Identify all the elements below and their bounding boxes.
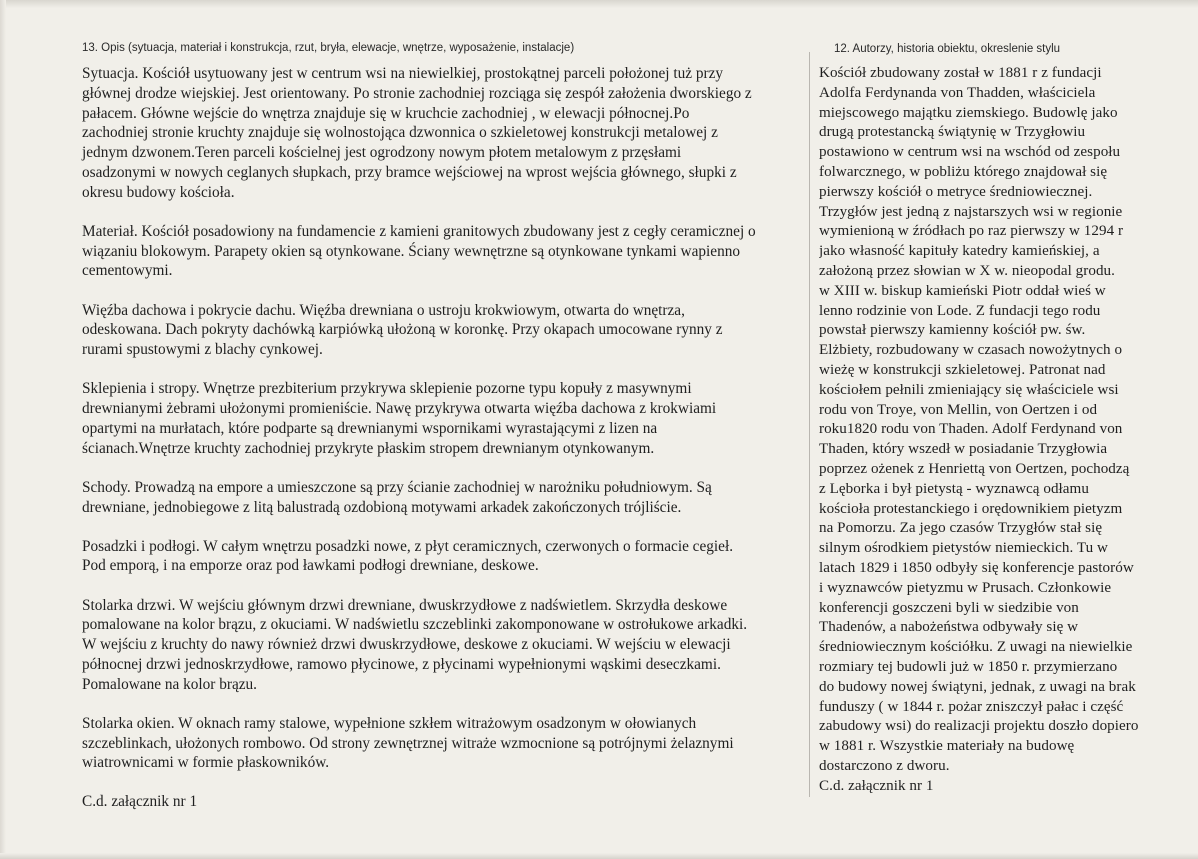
text-line: W wejściu z kruchty do nawy również drzwi dwuskrzydłowe, deskowe z okuciami. W wejściu w elewacji [82, 636, 731, 654]
text-line: Elżbiety, rozbudowany w czasach nowożytnych o [819, 342, 1123, 359]
text-line: wiatrownicami w formie płaskowników. [82, 754, 330, 772]
paragraph [82, 301, 794, 360]
text-line: kościoła protestanckiego i orędownikiem pietyzm [819, 500, 1123, 517]
text-line: osadzonymi w nowych ceglanych słupkach, przy bramce wejściowej na wprost wejścia głównego, słupki z [82, 163, 737, 181]
text-line: C.d. załącznik nr 1 [819, 777, 934, 794]
text-line: Stolarka drzwi. W wejściu głównym drzwi drewniane, dwuskrzydłowe z nadświetlem. Skrzydła deskowe [82, 596, 728, 614]
scan-edge-left [0, 0, 6, 859]
paragraph [82, 478, 794, 518]
text-line: zachodniej stronie kruchty znajduje się wolnostojąca dzwonnica o szkieletowej konstrukcji metalowej z [82, 124, 718, 142]
text-line: głównej drodze wiejskiej. Jest orientowany. Po stronie zachodniej rozciąga się zespół założenia dworskiego z [82, 84, 752, 102]
paragraph [82, 222, 794, 281]
right-column [819, 64, 1153, 796]
text-line: Thaden, który wszedł w posiadanie Trzygłowia [819, 441, 1108, 458]
text-line: Stolarka okien. W oknach ramy stalowe, wypełnione szkłem witrażowym osadzonym w ołowianych [82, 714, 697, 732]
text-line: zabudowy wsi) do realizacji projektu doszło dopiero [819, 718, 1139, 735]
text-line: rurami spustowymi z blachy cynkowej. [82, 341, 323, 359]
left-section-heading: 13. Opis (sytuacja, materiał i konstrukcja, rzut, bryła, elewacje, wnętrze, wyposażenie, instalacje) [82, 42, 575, 54]
text-line: silnym ośrodkiem pietystów niemieckich. Tu w [819, 540, 1108, 557]
column-divider [809, 52, 810, 797]
text-line: pierwszy kościół o metryce średniowiecznej. [819, 183, 1093, 200]
paragraph [82, 379, 794, 458]
text-line: okresu budowy kościoła. [82, 183, 235, 201]
text-line: roku1820 rodu von Thaden. Adolf Ferdynand von [819, 421, 1123, 438]
text-line: z Lęborka i był pietystą - wyznawcą odłamu [819, 480, 1089, 497]
paragraph [82, 714, 794, 773]
text-line: odeskowana. Dach pokryty dachówką karpiówką ułożoną w koronkę. Przy okapach umocowane rynny z [82, 321, 723, 339]
paragraph [82, 792, 794, 812]
text-line: północnej drzwi jednoskrzydłowe, ramowo płycinowe, z płycinami wypełnionymi wąskimi deseczkami. [82, 655, 721, 673]
text-line: Sklepienia i stropy. Wnętrze prezbiterium przykrywa sklepienie pozorne typu kopuły z masywnymi [82, 380, 692, 398]
text-line: pałacem. Główne wejście do wnętrza znajduje się w kruchcie zachodniej , w elewacji północnej.Po [82, 104, 690, 122]
text-line: w 1881 r. Wszystkie materiały na budowę [819, 738, 1075, 755]
text-line: średniowiecznym kościółku. Z uwagi na niewielkie [819, 639, 1133, 656]
text-line: latach 1829 i 1850 odbyły się konferencje pastorów [819, 559, 1134, 576]
text-line: na Pomorzu. Za jego czasów Trzygłów stał się [819, 520, 1103, 537]
scan-edge-bottom [0, 853, 1198, 859]
text-line: drugą protestancką świątynię w Trzygłowiu [819, 124, 1086, 141]
scan-edge-top [0, 0, 1198, 8]
text-line: wiązaniu blokowym. Parapety okien są otynkowane. Ściany wewnętrzne są otynkowane tynkami wapienno [82, 242, 741, 260]
text-line: Adolfa Ferdynanda von Thadden, właściciela [819, 84, 1096, 101]
text-line: jako własność kapituły katedry kamieńskiej, a [819, 243, 1100, 260]
text-line: konferencji goszczeni byli w siedzibie von [819, 599, 1079, 616]
text-line: cementowymi. [82, 262, 173, 280]
text-line: kościołem pełnili zmieniający się właściciele wsi [819, 381, 1119, 398]
text-line: założoną przez słowian w X w. nieopodal grodu. [819, 262, 1115, 279]
text-line: C.d. załącznik nr 1 [82, 793, 198, 811]
text-line: jednym dzwonem.Teren parceli kościelnej jest ogrodzony nowym płotem metalowym z przęsłami [82, 144, 682, 162]
text-line: Sytuacja. Kościół usytuowany jest w centrum wsi na niewielkiej, prostokątnej parceli położonej tuż przy [82, 65, 724, 82]
text-line: wieżę w konstrukcji szkieletowej. Patronat nad [819, 361, 1106, 378]
text-line: ścianach.Wnętrze kruchty zachodniej przykryte płaskim stropem drewnianym otynkowanym. [82, 439, 655, 457]
text-line: powstał pierwszy kamienny kościół pw. św. [819, 322, 1086, 339]
paragraph [82, 596, 794, 695]
text-line: opartymi na murłatach, które podparte są drewnianymi wspornikami wyrastającymi z lizen na [82, 419, 658, 437]
text-line: drewniane, jednobiegowe z litą balustradą ozdobioną motywami arkadek zakończonych trójliście. [82, 498, 682, 516]
text-line: pomalowane na kolor brązu, z okuciami. W nadświetlu szczeblinki zakomponowane w ostrołukowe arkadki. [82, 616, 748, 634]
text-line: Kościół zbudowany został w 1881 r z fundacji [819, 65, 1102, 81]
text-line: Thadenów, a nabożeństwa odbywały się w [819, 619, 1079, 636]
text-line: wymienioną w źródłach po raz pierwszy w 1294 r [819, 223, 1124, 240]
left-column [82, 64, 794, 832]
text-line: w XIII w. biskup kamieński Piotr oddał wieś w [819, 282, 1106, 299]
text-line: Schody. Prowadzą na empore a umieszczone są przy ścianie zachodniej w narożniku południowym. Są [82, 478, 712, 496]
paragraph [82, 537, 794, 577]
text-line: dostarczono z dworu. [819, 757, 950, 774]
text-line: drewnianymi żebrami ułożonymi promieniście. Nawę przykrywa otwarta więźba dachowa z krokwiami [82, 400, 717, 418]
text-line: rozmiary tej budowli już w 1850 r. przymierzano [819, 658, 1118, 675]
text-line: do budowy nowej świątyni, jednak, z uwagi na brak [819, 678, 1136, 695]
right-section-heading: 12. Autorzy, historia obiektu, okreslenie stylu [834, 43, 1061, 55]
text-line: rodu von Troye, von Mellin, von Oertzen i od [819, 401, 1098, 418]
text-line: postawiono w centrum wsi na wschód od zespołu [819, 144, 1121, 161]
text-line: folwarcznego, w pobliżu którego znajdował się [819, 163, 1108, 180]
text-line: lenno rodzinie von Lode. Z fundacji tego rodu [819, 302, 1101, 319]
text-line: Materiał. Kościół posadowiony na fundamencie z kamieni granitowych zbudowany jest z cegły ceramicznej o [82, 222, 756, 240]
text-line: Pomalowane na kolor brązu. [82, 675, 258, 693]
text-line: Pod emporą, i na emporze oraz pod ławkami podłogi drewniane, deskowe. [82, 557, 539, 575]
text-line: Posadzki i podłogi. W całym wnętrzu posadzki nowe, z płyt ceramicznych, czerwonych o formacie cegieł. [82, 537, 734, 555]
text-line: szczeblinkach, ułożonych rombowo. Od strony zewnętrznej witraże wzmocnione są potrójnymi żelaznymi [82, 734, 734, 752]
text-line: Więźba dachowa i pokrycie dachu. Więźba drewniana o ustroju krokwiowym, otwarta do wnętrza, [82, 301, 685, 319]
text-line: poprzez ożenek z Henriettą von Oertzen, pochodzą [819, 460, 1130, 477]
text-line: Trzygłów jest jedną z najstarszych wsi w regionie [819, 203, 1123, 220]
text-line: funduszy ( w 1844 r. pożar zniszczył pałac i część [819, 698, 1124, 715]
text-line: i wyznawców pietyzmu w Prusach. Członkowie [819, 579, 1112, 596]
text-line: miejscowego majątku ziemskiego. Budowlę jako [819, 104, 1118, 121]
paragraph [82, 64, 794, 203]
